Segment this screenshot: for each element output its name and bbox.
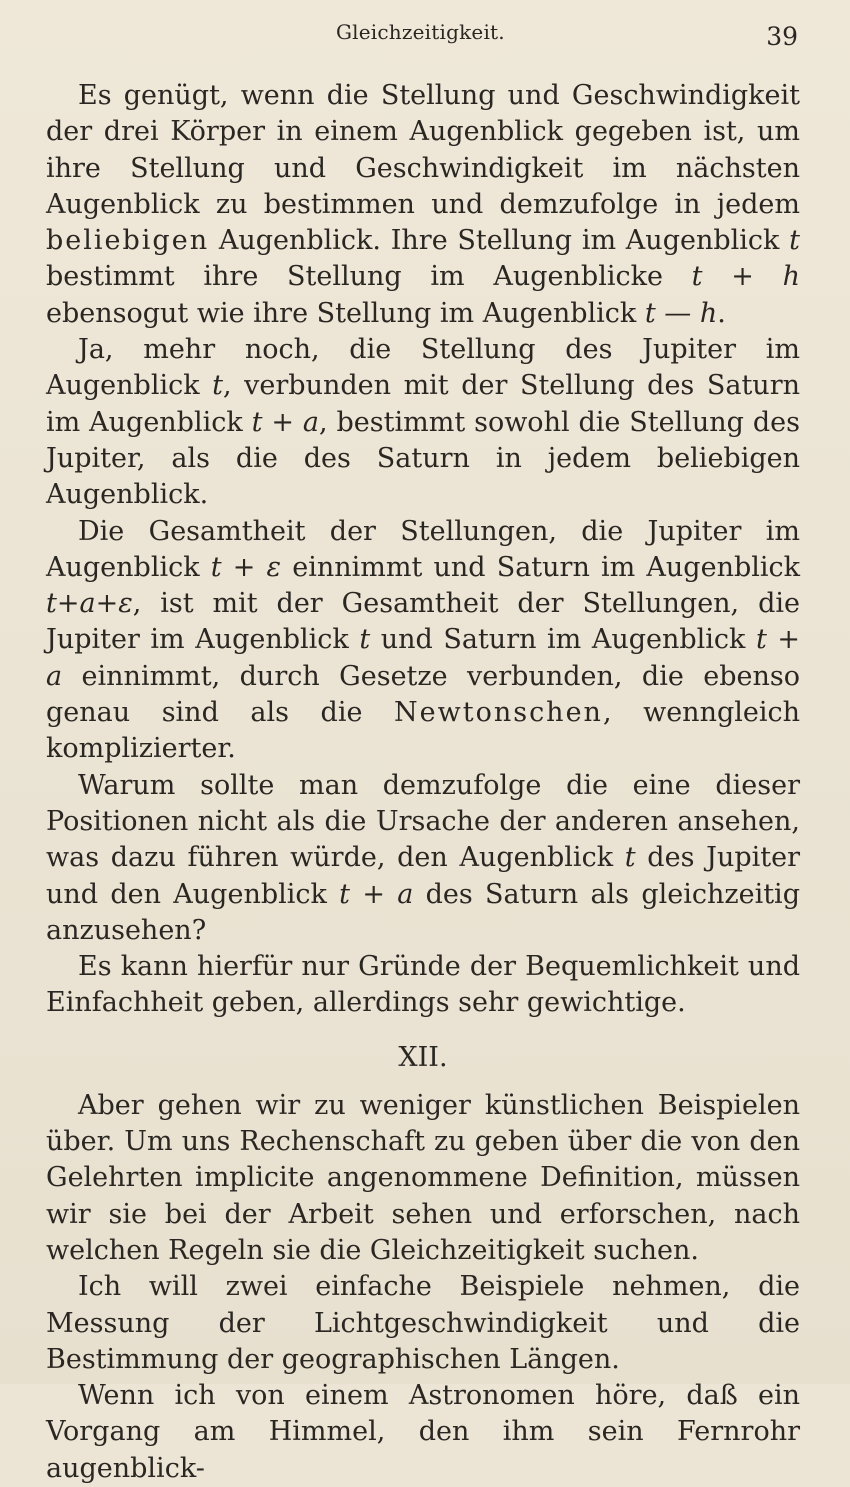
running-title: Gleichzeitigkeit. [336,20,505,44]
text-run: Ja, mehr noch, die Stellung des Jupiter im Augenblick [46,334,800,402]
paragraph [46,332,800,513]
math-expression: t + a [46,624,800,692]
math-variable: t [359,624,371,656]
text-run: und Saturn im Augenblick [370,624,756,656]
text-run: . [717,297,726,329]
section-heading: XII. [398,1041,448,1073]
text-run: , ist mit der Gesamtheit der Stellungen, die Jupiter im Augenblick [46,588,800,656]
paragraph: Ich will zwei einfache Beispiele nehmen, die Messung der Lichtgeschwindigkeit und die Bestimmung der geographischen Längen. [46,1271,800,1375]
text-run: ebensogut wie ihre Stellung im Augenblick [46,297,645,329]
math-variable: t [624,842,636,874]
paragraph: Wenn ich von einem Astronomen höre, daß ein Vorgang am Himmel, den ihm sein Fernrohr augenblick- [46,1380,800,1484]
paragraph [46,768,800,949]
math-variable: t [789,225,800,257]
math-expression: t + h [691,261,800,293]
paragraph: Aber gehen wir zu weniger künstlichen Beispielen über. Um uns Rechenschaft zu geben über die von den Gelehrten implicite angenommene Definition, müssen wir sie bei der Arbeit sehen und erforschen, nach welchen Regeln sie die Gleichzeitigkeit suchen. [46,1089,800,1266]
body-text [46,78,800,1487]
text-run: , verbunden mit der Stellung des Saturn im Augenblick [46,370,800,438]
math-expression: t — h [644,297,718,329]
text-run: Warum sollte man demzufolge die eine dieser Positionen nicht als die Ursache der anderen ansehen, was dazu führen würde, den Augenblick [46,769,800,874]
spaced-word: beliebigen [46,225,210,257]
text-run: einnimmt und Saturn im Augenblick [281,551,800,583]
math-expression: t+a+ε [46,588,133,620]
text-run: Augenblick. Ihre Stellung im Augenblick [209,225,790,257]
text-run: des Jupiter und den Augenblick [46,842,800,910]
text-run: , wenngleich komplizierter. [46,697,800,765]
math-expression: t + a [251,406,320,438]
text-run: bestimmt ihre Stellung im Augenblicke [46,261,692,293]
text-run: Es genügt, wenn die Stellung und Geschwindigkeit der drei Körper in einem Augenblick gegeben ist, um ihre Stellung und Geschwindigkeit im nächsten Augenblick zu bestimmen und demzufolge in jedem [46,80,800,220]
text-run: des Saturn als gleichzeitig anzusehen? [46,878,800,946]
text-run: einnimmt, durch Gesetze verbunden, die ebenso genau sind als die [46,660,800,729]
paragraph [46,514,800,768]
page-header [0,18,850,54]
text-run: Die Gesamtheit der Stellungen, die Jupiter im Augenblick [46,515,800,583]
math-variable: t [212,370,223,402]
paragraph [46,78,800,332]
spaced-word: Newtonschen [394,697,603,729]
math-expression: t + ε [210,551,282,583]
math-expression: t + a [339,878,414,910]
paragraph: Es kann hierfür nur Gründe der Bequemlichkeit und Einfachheit geben, allerdings sehr gewichtige. [46,951,800,1019]
text-run: , bestimmt sowohl die Stellung des Jupiter, als die des Saturn in jedem beliebigen Augenblick. [46,406,800,511]
page-number: 39 [766,22,798,51]
